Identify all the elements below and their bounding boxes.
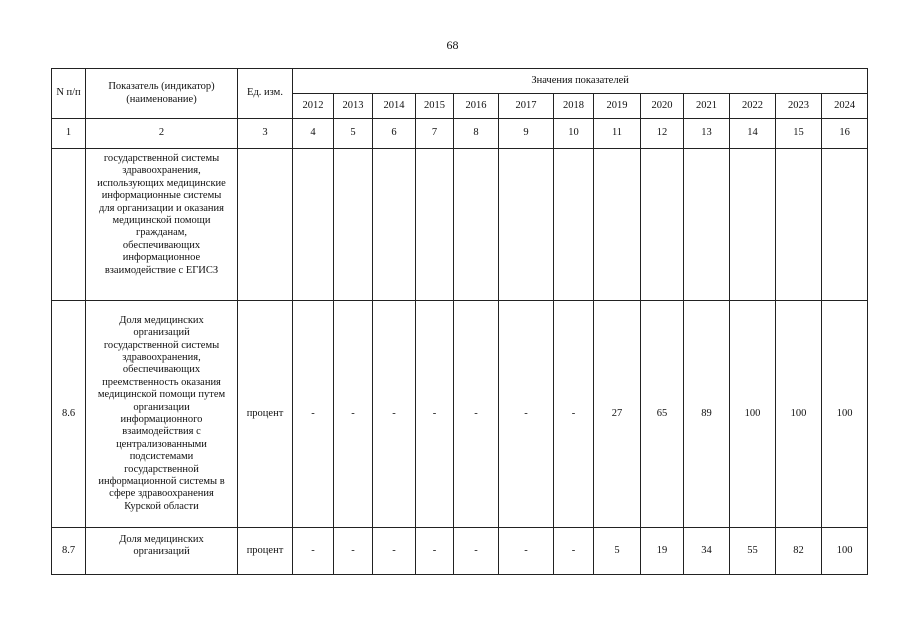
unit-cell: процент — [238, 528, 293, 575]
column-number: 8 — [454, 119, 499, 149]
column-number: 16 — [822, 119, 868, 149]
column-number: 11 — [594, 119, 641, 149]
value-cell — [776, 149, 822, 301]
value-cell: 82 — [776, 528, 822, 575]
value-cell: 55 — [730, 528, 776, 575]
value-cell: 100 — [822, 301, 868, 528]
value-cell — [554, 149, 594, 301]
value-cell: - — [293, 528, 334, 575]
year-header: 2013 — [334, 94, 373, 119]
column-number: 3 — [238, 119, 293, 149]
year-header: 2023 — [776, 94, 822, 119]
col-indicator-header: Показатель (индикатор) (наименование) — [86, 69, 238, 119]
row-number — [52, 149, 86, 301]
row-number: 8.7 — [52, 528, 86, 575]
value-cell — [416, 149, 454, 301]
year-header: 2020 — [641, 94, 684, 119]
value-cell: - — [499, 301, 554, 528]
year-header: 2012 — [293, 94, 334, 119]
value-cell: - — [554, 528, 594, 575]
table-row — [52, 301, 868, 528]
header-row-top — [52, 69, 868, 94]
year-header: 2022 — [730, 94, 776, 119]
column-number: 6 — [373, 119, 416, 149]
value-cell — [684, 149, 730, 301]
column-number: 12 — [641, 119, 684, 149]
value-cell: - — [373, 528, 416, 575]
column-number: 1 — [52, 119, 86, 149]
value-cell: - — [334, 528, 373, 575]
value-cell: - — [499, 528, 554, 575]
value-cell: 19 — [641, 528, 684, 575]
value-cell: - — [416, 301, 454, 528]
value-cell: - — [293, 301, 334, 528]
column-number: 4 — [293, 119, 334, 149]
value-cell — [730, 149, 776, 301]
value-cell: - — [554, 301, 594, 528]
year-header: 2021 — [684, 94, 730, 119]
year-header: 2016 — [454, 94, 499, 119]
column-number: 10 — [554, 119, 594, 149]
value-cell: 65 — [641, 301, 684, 528]
column-number: 13 — [684, 119, 730, 149]
table-row — [52, 528, 868, 575]
indicator-name: государственной системы здравоохранения, использующих медицинские информационные системы для организации и оказания медицинской помощи гражданам, обеспечивающих информационное взаимодействие с ЕГИСЗ — [86, 149, 238, 301]
value-cell: 27 — [594, 301, 641, 528]
value-cell: - — [454, 528, 499, 575]
value-cell — [373, 149, 416, 301]
indicators-table — [51, 68, 868, 575]
column-number: 14 — [730, 119, 776, 149]
unit-cell — [238, 149, 293, 301]
value-cell — [334, 149, 373, 301]
value-cell — [594, 149, 641, 301]
indicator-name: Доля медицинских организаций государственной системы здравоохранения, обеспечивающих преемственность оказания медицинской помощи путем организации информационного взаимодействия с централизованными подсистемами государственной информационной системы в сфере здравоохранения Курской области — [86, 301, 238, 528]
column-number: 9 — [499, 119, 554, 149]
column-number: 7 — [416, 119, 454, 149]
value-cell — [641, 149, 684, 301]
value-cell: 34 — [684, 528, 730, 575]
year-header: 2017 — [499, 94, 554, 119]
year-header: 2014 — [373, 94, 416, 119]
value-cell: - — [373, 301, 416, 528]
year-header: 2018 — [554, 94, 594, 119]
unit-cell: процент — [238, 301, 293, 528]
year-header: 2015 — [416, 94, 454, 119]
value-cell: - — [454, 301, 499, 528]
col-values-header: Значения показателей — [293, 69, 868, 94]
value-cell: 100 — [730, 301, 776, 528]
value-cell — [822, 149, 868, 301]
column-number: 5 — [334, 119, 373, 149]
value-cell: 5 — [594, 528, 641, 575]
value-cell — [499, 149, 554, 301]
value-cell: 100 — [822, 528, 868, 575]
value-cell: 100 — [776, 301, 822, 528]
column-number: 2 — [86, 119, 238, 149]
column-numbers-row — [52, 119, 868, 149]
col-num-header: N п/п — [52, 69, 86, 119]
year-header: 2019 — [594, 94, 641, 119]
indicator-name: Доля медицинских организаций — [86, 528, 238, 575]
value-cell: 89 — [684, 301, 730, 528]
value-cell — [454, 149, 499, 301]
value-cell — [293, 149, 334, 301]
table-row — [52, 149, 868, 301]
column-number: 15 — [776, 119, 822, 149]
year-header: 2024 — [822, 94, 868, 119]
row-number: 8.6 — [52, 301, 86, 528]
value-cell: - — [416, 528, 454, 575]
col-unit-header: Ед. изм. — [238, 69, 293, 119]
value-cell: - — [334, 301, 373, 528]
page-number: 68 — [446, 38, 459, 52]
